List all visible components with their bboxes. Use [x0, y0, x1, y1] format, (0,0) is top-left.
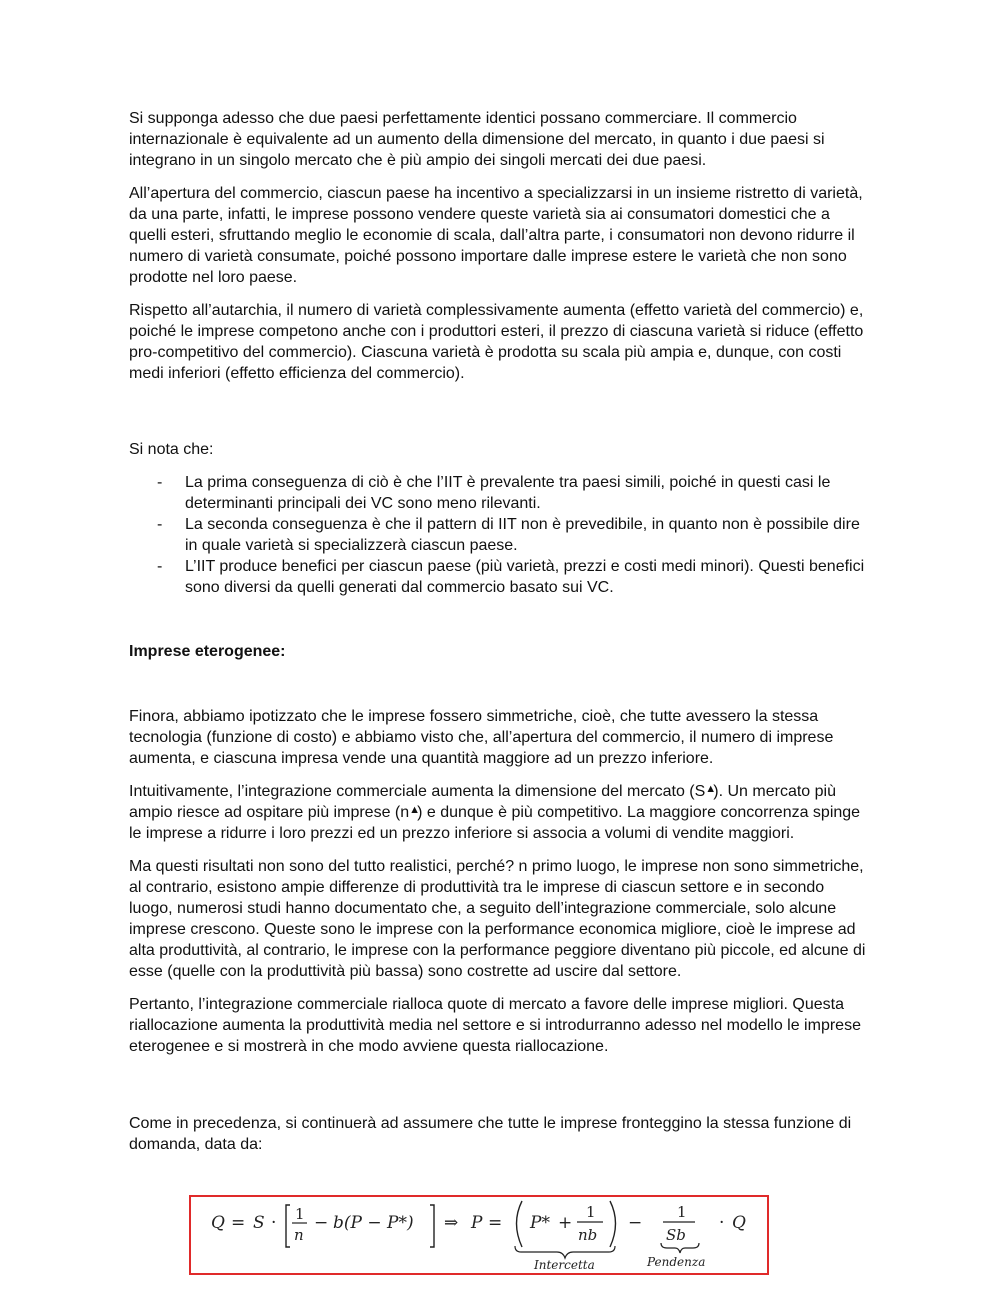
- document-body: [129, 108, 869, 1167]
- label-intercetta: Intercetta: [534, 1258, 595, 1272]
- underbrace-intercetta: [515, 1246, 615, 1258]
- paragraph-intuitivamente: Intuitivamente, l’integrazione commerciale aumenta la dimensione del mercato (S ▲ ). Un mercato più ampio riesce ad ospitare più imprese (n ▲ ) e dunque è più competitivo. La maggiore concorrenza spinge le imprese a ridurre i loro prezzi ed un prezzo inferiore si associa a volumi di vendite maggiori.: [129, 783, 861, 842]
- label-pendenza: Pendenza: [647, 1255, 706, 1269]
- fraction-denominator: Sb: [666, 1226, 686, 1244]
- formula-plus: +: [558, 1213, 573, 1233]
- formula-b-term: b(P − P*): [333, 1213, 414, 1233]
- paragraph-finora: Finora, abbiamo ipotizzato che le imprese fossero simmetriche, cioè, che tutte avessero la stessa tecnologia (funzione di costo) e abbiamo visto che, all’apertura del commercio, il numero di imprese aumenta, e ciascuna impresa vende una quantità maggiore ad un prezzo inferiore.: [129, 708, 834, 767]
- list-item-text: L’IIT produce benefici per ciascun paese (più varietà, prezzi e costi medi minori). Questi benefici sono diversi da quelli generati dal commercio basato sui VC.: [185, 558, 865, 596]
- si-nota-text: Si nota che:: [129, 441, 214, 458]
- formula-dot: ·: [271, 1213, 277, 1233]
- formula-s: S: [253, 1213, 265, 1233]
- formula-equals: =: [488, 1213, 503, 1233]
- fraction-denominator: n: [294, 1226, 304, 1244]
- formula-q-end: Q: [732, 1213, 746, 1233]
- formula-dot: ·: [719, 1213, 725, 1233]
- formula-minus: −: [314, 1213, 329, 1233]
- paragraph-come: Come in precedenza, si continuerà ad assumere che tutte le imprese fronteggino la stessa funzione di domanda, data da:: [129, 1115, 852, 1153]
- list-item: [129, 472, 869, 514]
- paragraph-pertanto: Pertanto, l’integrazione commerciale rialloca quote di mercato a favore delle imprese migliori. Questa riallocazione aumenta la produttività media nel settore e si introdurranno adesso nel modello le imprese eterogenee e si mostrerà in che modo avviene questa riallocazione.: [129, 996, 861, 1055]
- dash-bullet: -: [157, 516, 163, 533]
- formula-minus: −: [628, 1213, 643, 1233]
- formula-equals: =: [231, 1213, 246, 1233]
- paragraph-intro-1: Si supponga adesso che due paesi perfettamente identici possano commerciare. Il commercio internazionale è equivalente ad un aumento della dimensione del mercato, in quanto i due paesi si integrano in un singolo mercato che è più ampio dei singoli mercati dei due paesi.: [129, 110, 825, 169]
- fraction-denominator: nb: [578, 1226, 598, 1244]
- formula-q: Q: [211, 1213, 225, 1233]
- dash-bullet: -: [157, 558, 163, 575]
- paragraph-intro-2: All’apertura del commercio, ciascun paese ha incentivo a specializzarsi in un insieme ristretto di varietà, da una parte, infatti, le imprese possono vendere queste varietà sia ai consumatori domestici che a quelli esteri, sfruttando meglio le economie di scala, dall’altra parte, i consumatori non devono ridurre il numero di varietà consumate, poiché possono importare dalle imprese estere le varietà che non sono prodotte nel loro paese.: [129, 185, 863, 286]
- text-part: ). Un mercato più ampio riesce ad ospitare più imprese (n: [129, 783, 836, 821]
- fraction-numerator: 1: [586, 1203, 596, 1221]
- text-part: ) e dunque è più competitivo. La maggiore concorrenza spinge le imprese a ridurre i loro prezzi ed un prezzo inferiore si associa a volumi di vendite maggiori.: [129, 804, 861, 842]
- text-part: Intuitivamente, l’integrazione commerciale aumenta la dimensione del mercato (S: [129, 783, 706, 800]
- left-bracket: [286, 1205, 290, 1247]
- demand-formula: [191, 1197, 767, 1273]
- implies-arrow: ⇒: [444, 1213, 459, 1233]
- section-heading: Imprese eterogenee:: [129, 643, 286, 660]
- formula-pstar: P*: [530, 1213, 550, 1233]
- right-paren: [610, 1201, 616, 1247]
- list-item-text: La prima conseguenza di ciò è che l’IIT è prevalente tra paesi simili, poiché in questi casi le determinanti principali dei VC sono meno rilevanti.: [185, 474, 831, 512]
- demand-formula-box: [189, 1195, 769, 1275]
- formula-p: P: [471, 1213, 483, 1233]
- list-item: [129, 556, 869, 598]
- list-item: [129, 514, 869, 556]
- underbrace-pendenza: [661, 1243, 699, 1253]
- fraction-numerator: 1: [295, 1205, 305, 1223]
- dash-bullet: -: [157, 474, 163, 491]
- fraction-numerator: 1: [677, 1203, 687, 1221]
- list-item-text: La seconda conseguenza è che il pattern di IIT non è prevedibile, in quanto non è possibile dire in quale varietà si specializzerà ciascun paese.: [185, 516, 860, 554]
- left-paren: [517, 1201, 523, 1247]
- right-bracket: [430, 1205, 434, 1247]
- paragraph-ma: Ma questi risultati non sono del tutto realistici, perché? n primo luogo, le imprese non sono simmetriche, al contrario, esistono ampie differenze di produttività tra le imprese di ciascun settore e in secondo luogo, numerosi studi hanno documentato che, a seguito dell’integrazione commerciale, solo alcune imprese crescono. Queste sono le imprese con la performance economica migliore, cioè le imprese ad alta produttività, al contrario, le imprese con la performance peggiore diventano più piccole, ed alcune di esse (quelle con la produttività più bassa) sono costrette ad uscire dal settore.: [129, 858, 866, 980]
- paragraph-intro-3: Rispetto all’autarchia, il numero di varietà complessivamente aumenta (effetto varietà del commercio) e, poiché le imprese competono anche con i produttori esteri, il prezzo di ciascuna varietà si riduce (effetto pro-competitivo del commercio). Ciascuna varietà è prodotta su scala più ampia e, dunque, con costi medi inferiori (effetto efficienza del commercio).: [129, 302, 864, 382]
- consequences-list: [129, 472, 869, 598]
